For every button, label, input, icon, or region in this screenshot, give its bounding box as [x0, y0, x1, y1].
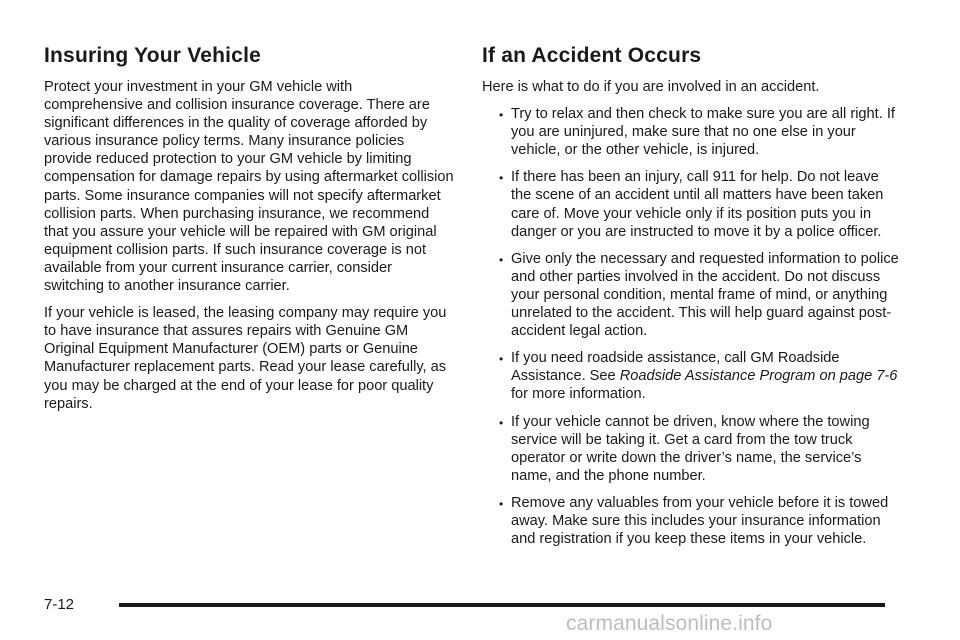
- bullet-icon: •: [499, 108, 504, 123]
- list-item-text-before: If you need roadside assistance, call GM Roadside Assistance. See: [511, 350, 840, 385]
- cross-reference-link[interactable]: Roadside Assistance Program on page 7-6: [619, 368, 898, 385]
- right-column: [482, 44, 902, 557]
- watermark: carmanualsonline.info: [566, 612, 773, 635]
- list-item: [482, 168, 902, 240]
- bullet-icon: •: [499, 252, 504, 267]
- list-item: [482, 250, 902, 340]
- paragraph-insurance-1: Protect your investment in your GM vehicle with comprehensive and collision insurance coverage. There are significant differences in the quality of coverage afforded by various insurance policy terms. Many insurance policies provide reduced protection to your GM vehicle by limiting compensation for damage repairs by using aftermarket collision parts. Some insurance companies will not specify aftermarket collision parts. When purchasing insurance, we recommend that you assure your vehicle will be repaired with GM original equipment collision parts. If such insurance coverage is not available from your current insurance carrier, consider switching to another insurance carrier.: [44, 79, 454, 295]
- section-heading-accident: If an Accident Occurs: [482, 44, 702, 67]
- list-item-text-after: for more information.: [511, 386, 646, 403]
- accident-steps-list: [482, 105, 902, 548]
- paragraph-insurance-2: If your vehicle is leased, the leasing company may require you to have insurance that assures repairs with Genuine GM Original Equipment Manufacturer (OEM) parts or Genuine Manufacturer replacement parts. Read your lease carefully, as you may be charged at the end of your lease for poor quality repairs.: [44, 305, 447, 412]
- left-column: [44, 44, 454, 422]
- list-item-text: Remove any valuables from your vehicle before it is towed away. Make sure this includes your insurance information and registration if you keep these items in your vehicle.: [511, 494, 889, 548]
- list-item: [482, 494, 902, 548]
- list-item: [482, 413, 902, 485]
- section-heading-insurance: Insuring Your Vehicle: [44, 44, 261, 67]
- list-item-text: If there has been an injury, call 911 for help. Do not leave the scene of an accident until all matters have been taken care of. Move your vehicle only if its position puts you in danger or you are instructed to move it by a police officer.: [511, 169, 884, 240]
- bullet-icon: •: [499, 352, 504, 367]
- list-item: [482, 105, 902, 159]
- list-item: [482, 349, 902, 403]
- bullet-icon: •: [499, 496, 504, 511]
- bullet-icon: •: [499, 415, 504, 430]
- footer-divider: [119, 603, 885, 607]
- list-item-text: Try to relax and then check to make sure you are all right. If you are uninjured, make sure that no one else in your vehicle, or the other vehicle, is injured.: [511, 106, 895, 159]
- paragraph-accident-intro: Here is what to do if you are involved in an accident.: [482, 79, 820, 95]
- list-item-text: If your vehicle cannot be driven, know where the towing service will be taking it. Get a card from the tow truck operator or write down the driver’s name, the service’s name, and the phone number.: [511, 413, 870, 484]
- bullet-icon: •: [499, 171, 504, 186]
- page-number: 7-12: [44, 596, 75, 613]
- list-item-text: Give only the necessary and requested information to police and other parties involved in the accident. Do not discuss your personal condition, mental frame of mind, or anything unrelated to the accident. This will help guard against post-accident legal action.: [511, 250, 899, 340]
